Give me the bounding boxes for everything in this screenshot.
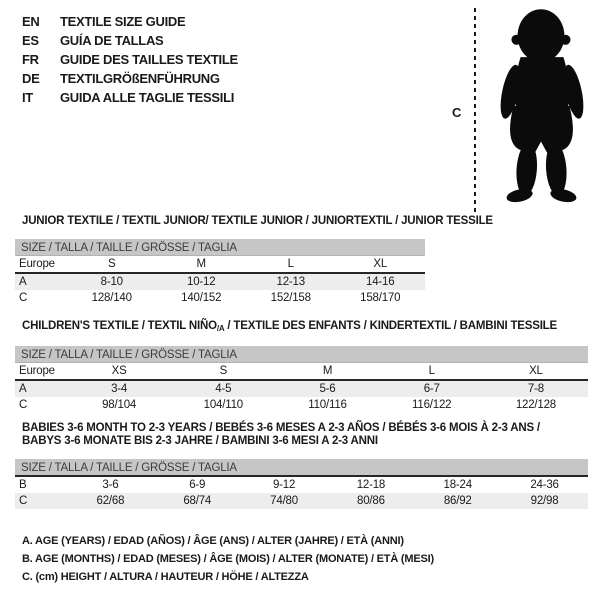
table-cell: 98/104 xyxy=(102,399,137,411)
language-legend xyxy=(22,12,238,107)
size-col: M xyxy=(322,365,333,377)
size-col: S xyxy=(108,258,116,270)
table-row xyxy=(15,290,425,306)
table-row xyxy=(15,381,588,397)
language-title: GUIDE DES TAILLES TEXTILE xyxy=(60,52,238,67)
note-age-months: B. AGE (MONTHS) / EDAD (MESES) / ÂGE (MOIS) / ALTER (MONATE) / ETÀ (MESI) xyxy=(22,553,434,565)
table-cell: 12-13 xyxy=(276,276,305,288)
row-label: C xyxy=(19,399,28,411)
table-row xyxy=(15,493,588,509)
table-cell: 12-18 xyxy=(356,479,386,491)
title-pre: CHILDREN'S TEXTILE / TEXTIL NIÑO xyxy=(22,320,217,332)
row-label: C xyxy=(19,495,28,507)
section-junior-textile xyxy=(15,215,493,306)
language-code: DE xyxy=(22,71,40,86)
section-childrens-textile xyxy=(15,320,588,413)
language-code: FR xyxy=(22,52,39,67)
table-cell: 10-12 xyxy=(187,276,216,288)
table-cell: 68/74 xyxy=(183,495,212,507)
size-header-bar: SIZE / TALLA / TAILLE / GRÖSSE / TAGLIA xyxy=(15,239,425,256)
row-label: A xyxy=(19,276,27,288)
table-row xyxy=(15,477,588,493)
table-cell: 158/170 xyxy=(360,292,401,304)
row-label: B xyxy=(19,479,27,491)
legend-notes xyxy=(22,532,434,586)
section-babies-textile xyxy=(15,422,588,509)
title-subscript: /A xyxy=(216,324,225,333)
table-cell: 110/116 xyxy=(308,399,347,411)
size-col: S xyxy=(219,365,228,377)
table-cell: 128/140 xyxy=(91,292,132,304)
table-row xyxy=(15,274,425,290)
baby-silhouette-icon xyxy=(486,6,598,210)
row-label: A xyxy=(19,383,27,395)
section-title-line1: BABIES 3-6 MONTH TO 2-3 YEARS / BEBÉS 3-6 MESES A 2-3 AÑOS / BÉBÉS 3-6 MOIS À 2-3 ANS / xyxy=(22,422,540,434)
table-cell: 6-9 xyxy=(189,479,206,491)
section-title xyxy=(22,320,588,335)
language-row-en xyxy=(22,12,238,31)
language-row-es xyxy=(22,31,238,50)
language-code: EN xyxy=(22,14,40,29)
size-header-bar: SIZE / TALLA / TAILLE / GRÖSSE / TAGLIA xyxy=(15,346,588,363)
language-code: ES xyxy=(22,33,39,48)
table-cell: 140/152 xyxy=(181,292,222,304)
language-title: GUÍA DE TALLAS xyxy=(60,33,164,48)
table-cell: 18-24 xyxy=(443,479,472,491)
size-col: M xyxy=(196,258,206,270)
language-row-fr xyxy=(22,50,238,69)
table-cell: 9-12 xyxy=(272,479,296,491)
table-cell: 7-8 xyxy=(527,383,544,395)
table-cell: 74/80 xyxy=(270,495,298,507)
language-title: GUIDA ALLE TAGLIE TESSILI xyxy=(60,90,235,105)
table-cell: 80/86 xyxy=(357,495,385,507)
table-cell: 86/92 xyxy=(443,495,472,507)
table-cell: 62/68 xyxy=(96,495,125,507)
table-cell: 122/128 xyxy=(515,399,556,411)
section-title-line2: BABYS 3-6 MONATE BIS 2-3 JAHRE / BAMBINI 3-6 MESI A 2-3 ANNI xyxy=(22,435,378,447)
row-label: C xyxy=(19,292,28,304)
table-header-row xyxy=(15,363,588,381)
size-col: L xyxy=(287,258,294,270)
note-age-years: A. AGE (YEARS) / EDAD (AÑOS) / ÂGE (ANS) / ALTER (JAHRE) / ETÀ (ANNI) xyxy=(22,535,404,547)
table-cell: 104/110 xyxy=(203,399,243,411)
size-col: XL xyxy=(373,258,388,270)
size-col: L xyxy=(428,365,435,377)
note-height: C. (cm) HEIGHT / ALTURA / HAUTEUR / HÖHE / ALTEZZA xyxy=(22,571,309,583)
table-cell: 116/122 xyxy=(412,399,452,411)
table-cell: 24-36 xyxy=(530,479,559,491)
row-label: Europe xyxy=(19,365,55,377)
table-cell: 5-6 xyxy=(319,383,336,395)
table-cell: 92/98 xyxy=(530,495,559,507)
language-row-it xyxy=(22,88,238,107)
section-title: JUNIOR TEXTILE / TEXTIL JUNIOR/ TEXTILE JUNIOR / JUNIORTEXTIL / JUNIOR TESSILE xyxy=(22,215,493,227)
table-row xyxy=(15,397,588,413)
size-header-bar: SIZE / TALLA / TAILLE / GRÖSSE / TAGLIA xyxy=(15,459,588,477)
size-col: XL xyxy=(529,365,543,377)
table-cell: 6-7 xyxy=(423,383,440,395)
table-cell: 8-10 xyxy=(100,276,123,288)
table-cell: 4-5 xyxy=(215,383,232,395)
table-cell: 152/158 xyxy=(270,292,311,304)
language-title: TEXTILE SIZE GUIDE xyxy=(60,14,186,29)
height-dashed-line xyxy=(474,8,476,212)
table-cell: 3-6 xyxy=(102,479,119,491)
size-col: XS xyxy=(111,365,127,377)
title-post: / TEXTILE DES ENFANTS / KINDERTEXTIL / BAMBINI TESSILE xyxy=(224,320,557,332)
language-row-de xyxy=(22,69,238,88)
height-measure-label: C xyxy=(452,105,462,120)
language-title: TEXTILGRÖßENFÜHRUNG xyxy=(60,71,220,86)
language-code: IT xyxy=(22,90,33,105)
table-header-row xyxy=(15,256,425,274)
table-cell: 3-4 xyxy=(111,383,128,395)
row-label: Europe xyxy=(19,258,55,270)
table-cell: 14-16 xyxy=(366,276,395,288)
